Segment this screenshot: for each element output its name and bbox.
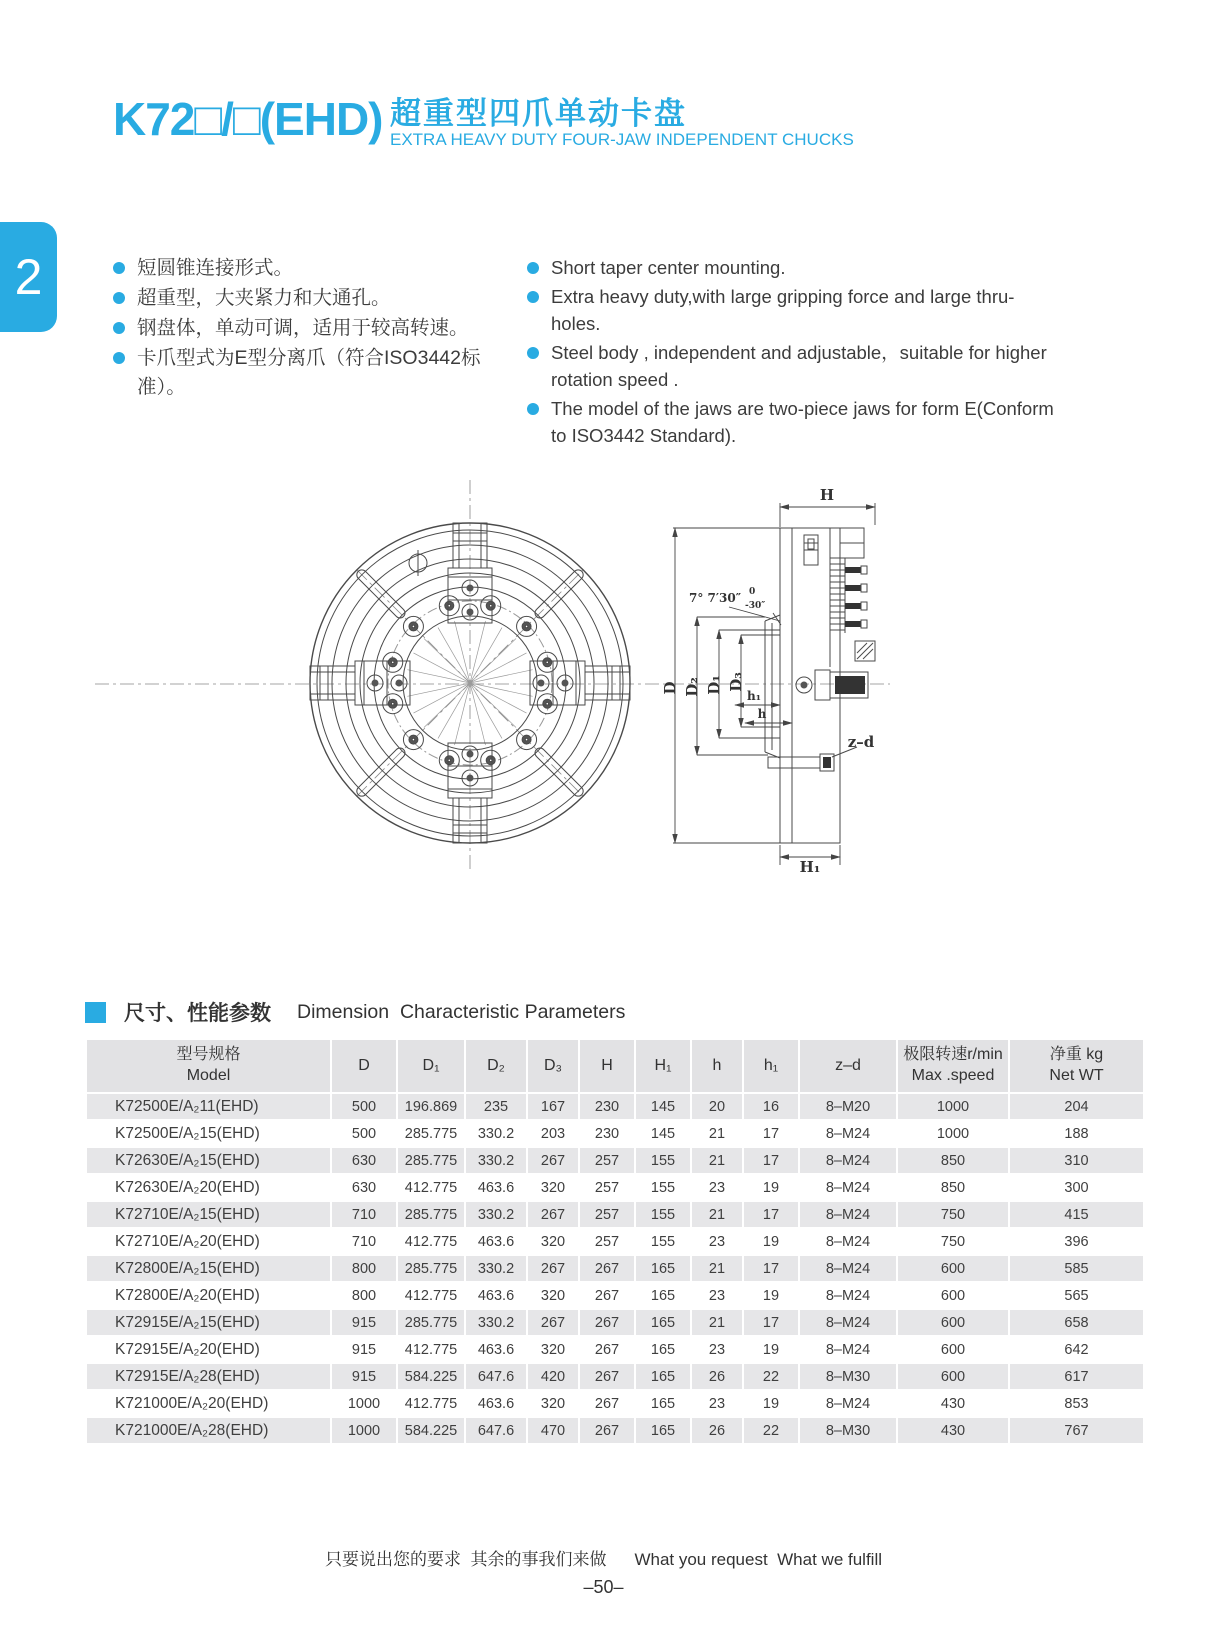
value-cell: 412.775 [398, 1175, 464, 1200]
value-cell: 165 [636, 1310, 690, 1335]
value-cell: 1000 [898, 1121, 1008, 1146]
bullet-icon [527, 262, 539, 274]
column-header: 净重 kg Net WT [1010, 1040, 1143, 1092]
feature-text: 短圆锥连接形式。 [137, 257, 294, 279]
model-cell: K72630E/A₂15(EHD) [87, 1148, 330, 1173]
section-marker-icon [85, 1002, 106, 1023]
value-cell: 642 [1010, 1337, 1143, 1362]
value-cell: 415 [1010, 1202, 1143, 1227]
value-cell: 26 [692, 1364, 742, 1389]
value-cell: 412.775 [398, 1337, 464, 1362]
value-cell: 285.775 [398, 1256, 464, 1281]
value-cell: 420 [528, 1364, 578, 1389]
table-row [87, 1364, 1143, 1389]
value-cell: 8–M24 [800, 1121, 896, 1146]
table-row [87, 1229, 1143, 1254]
bullet-icon [113, 352, 125, 364]
value-cell: 600 [898, 1337, 1008, 1362]
value-cell: 204 [1010, 1094, 1143, 1119]
value-cell: 285.775 [398, 1202, 464, 1227]
slogan-en: What you request What we fulfill [634, 1550, 882, 1569]
value-cell: 320 [528, 1175, 578, 1200]
value-cell: 17 [744, 1202, 798, 1227]
dim-label-D3: D₃ [727, 672, 745, 692]
features-list-cn [113, 254, 523, 403]
model-cell: K72915E/A₂28(EHD) [87, 1364, 330, 1389]
table-row [87, 1202, 1143, 1227]
table-row [87, 1121, 1143, 1146]
value-cell: 412.775 [398, 1391, 464, 1416]
value-cell: 17 [744, 1148, 798, 1173]
angle-tolerance-lower: -30″ [745, 601, 766, 611]
value-cell: 285.775 [398, 1148, 464, 1173]
value-cell: 463.6 [466, 1175, 526, 1200]
centerlines [95, 480, 890, 873]
value-cell: 647.6 [466, 1418, 526, 1443]
page-number: –50– [583, 1577, 624, 1597]
value-cell: 320 [528, 1337, 578, 1362]
value-cell: 330.2 [466, 1148, 526, 1173]
value-cell: 750 [898, 1229, 1008, 1254]
value-cell: 767 [1010, 1418, 1143, 1443]
feature-text: Extra heavy duty,with large gripping force and large thru-holes. [551, 285, 1015, 334]
value-cell: 585 [1010, 1256, 1143, 1281]
value-cell: 850 [898, 1175, 1008, 1200]
value-cell: 8–M30 [800, 1418, 896, 1443]
value-cell: 630 [332, 1148, 396, 1173]
value-cell: 915 [332, 1337, 396, 1362]
title-english: EXTRA HEAVY DUTY FOUR-JAW INDEPENDENT CHUCKS [390, 130, 854, 149]
value-cell: 8–M24 [800, 1175, 896, 1200]
value-cell: 267 [528, 1310, 578, 1335]
value-cell: 915 [332, 1310, 396, 1335]
value-cell: 267 [580, 1256, 634, 1281]
column-header: h [692, 1040, 742, 1092]
value-cell: 22 [744, 1418, 798, 1443]
chuck-front-view [310, 523, 630, 843]
angle-tolerance-upper: 0 [749, 587, 756, 597]
value-cell: 330.2 [466, 1310, 526, 1335]
table-row [87, 1418, 1143, 1443]
dim-label-h: h [757, 707, 767, 721]
value-cell: 320 [528, 1283, 578, 1308]
value-cell: 750 [898, 1202, 1008, 1227]
model-cell: K72710E/A₂15(EHD) [87, 1202, 330, 1227]
model-cell: K72500E/A₂11(EHD) [87, 1094, 330, 1119]
model-cell: K721000E/A₂20(EHD) [87, 1391, 330, 1416]
chapter-tab [0, 222, 57, 332]
bullet-icon [113, 262, 125, 274]
value-cell: 196.869 [398, 1094, 464, 1119]
feature-text: The model of the jaws are two-piece jaws for form E(Conform to ISO3442 Standard). [551, 397, 1054, 446]
value-cell: 8–M24 [800, 1283, 896, 1308]
model-cell: K72915E/A₂15(EHD) [87, 1310, 330, 1335]
model-cell: K72500E/A₂15(EHD) [87, 1121, 330, 1146]
value-cell: 1000 [332, 1418, 396, 1443]
value-cell: 710 [332, 1202, 396, 1227]
value-cell: 188 [1010, 1121, 1143, 1146]
value-cell: 155 [636, 1148, 690, 1173]
value-cell: 230 [580, 1094, 634, 1119]
bullet-icon [113, 292, 125, 304]
value-cell: 165 [636, 1364, 690, 1389]
value-cell: 584.225 [398, 1364, 464, 1389]
feature-text: Steel body , independent and adjustable，suitable for higher rotation speed . [551, 341, 1047, 390]
value-cell: 853 [1010, 1391, 1143, 1416]
value-cell: 235 [466, 1094, 526, 1119]
chapter-number: 2 [14, 249, 43, 305]
chuck-side-view [765, 528, 875, 843]
value-cell: 267 [580, 1337, 634, 1362]
value-cell: 17 [744, 1121, 798, 1146]
value-cell: 463.6 [466, 1337, 526, 1362]
value-cell: 8–M20 [800, 1094, 896, 1119]
bullet-icon [527, 347, 539, 359]
footer-slogan [0, 1545, 1207, 1570]
value-cell: 267 [580, 1283, 634, 1308]
value-cell: 267 [580, 1418, 634, 1443]
value-cell: 8–M24 [800, 1391, 896, 1416]
value-cell: 26 [692, 1418, 742, 1443]
dim-label-D: D [661, 681, 679, 695]
column-header: H [580, 1040, 634, 1092]
value-cell: 330.2 [466, 1202, 526, 1227]
table-header-row [87, 1040, 1143, 1092]
feature-item [113, 344, 523, 402]
column-header: H₁ [636, 1040, 690, 1092]
value-cell: 600 [898, 1283, 1008, 1308]
page-title: K72□/□(EHD) [113, 93, 383, 145]
value-cell: 21 [692, 1148, 742, 1173]
value-cell: 19 [744, 1391, 798, 1416]
column-header: 极限转速r/min Max .speed [898, 1040, 1008, 1092]
table-row [87, 1310, 1143, 1335]
feature-item [527, 395, 1059, 450]
chuck-drawing-svg [85, 455, 925, 875]
value-cell: 300 [1010, 1175, 1143, 1200]
column-header: z–d [800, 1040, 896, 1092]
value-cell: 647.6 [466, 1364, 526, 1389]
value-cell: 320 [528, 1391, 578, 1416]
value-cell: 412.775 [398, 1283, 464, 1308]
value-cell: 267 [580, 1310, 634, 1335]
value-cell: 19 [744, 1337, 798, 1362]
feature-item [113, 254, 523, 283]
value-cell: 145 [636, 1094, 690, 1119]
column-header: D [332, 1040, 396, 1092]
table-row [87, 1148, 1143, 1173]
bullet-icon [527, 291, 539, 303]
value-cell: 1000 [898, 1094, 1008, 1119]
value-cell: 21 [692, 1121, 742, 1146]
value-cell: 17 [744, 1310, 798, 1335]
parameters-table [85, 1038, 1145, 1445]
value-cell: 21 [692, 1310, 742, 1335]
table-row [87, 1175, 1143, 1200]
value-cell: 915 [332, 1364, 396, 1389]
dim-label-H1: H₁ [799, 858, 821, 875]
model-cell: K72710E/A₂20(EHD) [87, 1229, 330, 1254]
angle-label: 7° 7′30″ [689, 591, 742, 605]
value-cell: 800 [332, 1256, 396, 1281]
value-cell: 310 [1010, 1148, 1143, 1173]
value-cell: 600 [898, 1364, 1008, 1389]
table-row [87, 1094, 1143, 1119]
value-cell: 22 [744, 1364, 798, 1389]
value-cell: 23 [692, 1229, 742, 1254]
value-cell: 23 [692, 1337, 742, 1362]
value-cell: 257 [580, 1148, 634, 1173]
value-cell: 500 [332, 1094, 396, 1119]
value-cell: 155 [636, 1175, 690, 1200]
column-header: 型号规格 Model [87, 1040, 330, 1092]
value-cell: 8–M24 [800, 1202, 896, 1227]
value-cell: 23 [692, 1283, 742, 1308]
value-cell: 167 [528, 1094, 578, 1119]
value-cell: 396 [1010, 1229, 1143, 1254]
technical-drawing [85, 455, 925, 875]
value-cell: 565 [1010, 1283, 1143, 1308]
value-cell: 658 [1010, 1310, 1143, 1335]
value-cell: 430 [898, 1418, 1008, 1443]
features-list-en [527, 254, 1059, 451]
value-cell: 1000 [332, 1391, 396, 1416]
feature-item [527, 339, 1059, 394]
value-cell: 16 [744, 1094, 798, 1119]
value-cell: 257 [580, 1175, 634, 1200]
column-header: h₁ [744, 1040, 798, 1092]
value-cell: 165 [636, 1337, 690, 1362]
feature-text: Short taper center mounting. [551, 257, 786, 278]
value-cell: 165 [636, 1391, 690, 1416]
model-cell: K72800E/A₂20(EHD) [87, 1283, 330, 1308]
table-row [87, 1391, 1143, 1416]
model-cell: K721000E/A₂28(EHD) [87, 1418, 330, 1443]
section-title-cn: 尺寸、性能参数 [124, 1002, 271, 1025]
value-cell: 155 [636, 1229, 690, 1254]
value-cell: 850 [898, 1148, 1008, 1173]
value-cell: 330.2 [466, 1121, 526, 1146]
section-heading [85, 997, 625, 1027]
value-cell: 463.6 [466, 1391, 526, 1416]
column-header: D₃ [528, 1040, 578, 1092]
value-cell: 23 [692, 1175, 742, 1200]
value-cell: 8–M30 [800, 1364, 896, 1389]
model-cell: K72630E/A₂20(EHD) [87, 1175, 330, 1200]
value-cell: 20 [692, 1094, 742, 1119]
value-cell: 257 [580, 1229, 634, 1254]
value-cell: 267 [528, 1202, 578, 1227]
dim-label-H: H [819, 486, 835, 504]
value-cell: 203 [528, 1121, 578, 1146]
value-cell: 267 [580, 1391, 634, 1416]
value-cell: 165 [636, 1418, 690, 1443]
dim-label-D2: D₂ [683, 677, 701, 697]
feature-text: 卡爪型式为E型分离爪（符合ISO3442标准）。 [137, 347, 481, 398]
value-cell: 463.6 [466, 1283, 526, 1308]
value-cell: 617 [1010, 1364, 1143, 1389]
value-cell: 710 [332, 1229, 396, 1254]
bullet-icon [113, 322, 125, 334]
value-cell: 8–M24 [800, 1148, 896, 1173]
value-cell: 630 [332, 1175, 396, 1200]
value-cell: 600 [898, 1256, 1008, 1281]
model-cell: K72915E/A₂20(EHD) [87, 1337, 330, 1362]
value-cell: 230 [580, 1121, 634, 1146]
bullet-icon [527, 403, 539, 415]
title-chinese: 超重型四爪单动卡盘 [390, 96, 687, 131]
value-cell: 19 [744, 1283, 798, 1308]
column-header: D₂ [466, 1040, 526, 1092]
value-cell: 23 [692, 1391, 742, 1416]
value-cell: 8–M24 [800, 1256, 896, 1281]
value-cell: 267 [528, 1256, 578, 1281]
value-cell: 463.6 [466, 1229, 526, 1254]
value-cell: 412.775 [398, 1229, 464, 1254]
value-cell: 19 [744, 1175, 798, 1200]
value-cell: 21 [692, 1202, 742, 1227]
value-cell: 470 [528, 1418, 578, 1443]
value-cell: 500 [332, 1121, 396, 1146]
value-cell: 17 [744, 1256, 798, 1281]
value-cell: 8–M24 [800, 1229, 896, 1254]
section-title-en: Dimension Characteristic Parameters [297, 1000, 626, 1023]
value-cell: 285.775 [398, 1310, 464, 1335]
value-cell: 19 [744, 1229, 798, 1254]
table-row [87, 1337, 1143, 1362]
value-cell: 257 [580, 1202, 634, 1227]
feature-item [527, 283, 1059, 338]
feature-item [113, 314, 523, 343]
column-header: D₁ [398, 1040, 464, 1092]
value-cell: 8–M24 [800, 1337, 896, 1362]
value-cell: 600 [898, 1310, 1008, 1335]
value-cell: 584.225 [398, 1418, 464, 1443]
value-cell: 330.2 [466, 1256, 526, 1281]
value-cell: 267 [580, 1364, 634, 1389]
value-cell: 165 [636, 1283, 690, 1308]
value-cell: 285.775 [398, 1121, 464, 1146]
slogan-cn: 只要说出您的要求 其余的事我们来做 [325, 1550, 607, 1569]
value-cell: 21 [692, 1256, 742, 1281]
model-cell: K72800E/A₂15(EHD) [87, 1256, 330, 1281]
feature-text: 超重型，大夹紧力和大通孔。 [137, 287, 391, 309]
feature-text: 钢盘体，单动可调，适用于较高转速。 [137, 317, 469, 339]
feature-item [527, 254, 1059, 282]
value-cell: 267 [528, 1148, 578, 1173]
dim-label-h1: h₁ [747, 689, 761, 703]
dim-label-zd: z–d [847, 733, 875, 751]
table-row [87, 1283, 1143, 1308]
table-row [87, 1256, 1143, 1281]
value-cell: 320 [528, 1229, 578, 1254]
value-cell: 145 [636, 1121, 690, 1146]
value-cell: 800 [332, 1283, 396, 1308]
feature-item [113, 284, 523, 313]
dim-label-D1: D₁ [705, 675, 723, 695]
value-cell: 430 [898, 1391, 1008, 1416]
value-cell: 165 [636, 1256, 690, 1281]
value-cell: 8–M24 [800, 1310, 896, 1335]
value-cell: 155 [636, 1202, 690, 1227]
